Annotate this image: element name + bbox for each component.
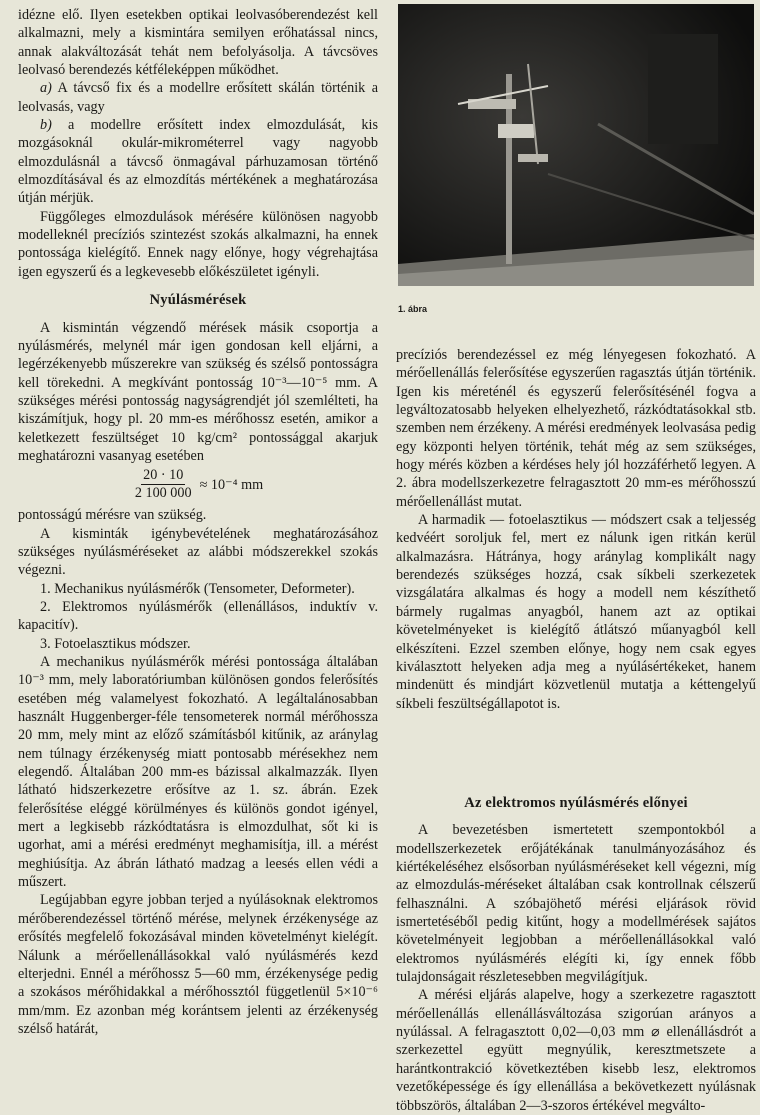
fraction xyxy=(133,467,194,502)
paragraph-text: a modellre erősített index elmozdulását, kis mozgásoknál okulár-mikrométerrel vagy nagyobb elmozdulásnál a távcső önmagával párhuzamosan történő elmozdításával és az elmozdítás mértékének a meghatározása útján mérjük. xyxy=(18,117,378,207)
fraction-numerator: 20 · 10 xyxy=(143,467,184,484)
list-marker: b) xyxy=(40,117,52,134)
paragraph-text: A távcső fix és a modellre erősített skálán történik a leolvasás, vagy xyxy=(18,80,378,115)
right-column-top xyxy=(396,346,756,713)
formula xyxy=(18,467,378,502)
paragraph: A harmadik — fotoelasztikus — módszert csak a teljesség kedvéért soroljuk fel, mert ez nálunk igen ritkán kerül alkalmazásra. Hátránya, hogy aránylag komplikált nagy berendezés szükséges hozzá, csak síkbeli szerkezetek vizsgálatára alkalmas és hogy a modell nem készíthető bármely rugalmas anyagból, hanem azt az optikai követelményeket is kielégítő átlátszó műanyagból kell elkészíteni. Ezzel szemben előnye, hogy nem csak egyes kiválasztott helyeken adja meg a nyúlásértékeket, hanem mindenütt és mindjárt közvetlenül mutatja a kéttengelyű síkbeli feszültségállapotot is. xyxy=(396,512,756,712)
paragraph xyxy=(18,79,378,116)
paragraph: A bevezetésben ismertetett szempontokból a modellszerkezetek erőjátékának tanulmányozásához és kiértékeléséhez elsősorban nyúlásméréseket kell végezni, míg az elmozdulás-méréseket általában csak kontrollnak célszerű felhasználni. A szóbajöhető mérési eljárások rövid ismertetéséből pedig kitűnt, hogy a modellmérések sajátos követelményeit legjobban a mérőellenállásokkal való elektromos nyúlásmérés elégíti ki, így ennek főbb tulajdonságait részletesebben megvilágítjuk. xyxy=(396,822,756,986)
paragraph: Legújabban egyre jobban terjed a nyúlásoknak elektromos mérőberendezéssel történő mérése, melynek érzékenysége az erősítés megfelelő fokozásával minden követelményt kielégít. Nálunk a mérőellenállásokkal való nyúlásmérés kezd elterjedni. Ennél a mérőhossz 5—60 mm, érzékenysége pedig a szokásos mérőhidakkal a mérőhossztól függetlenül 5×10⁻⁶ mm/mm. Ez azonban még korántsem jelenti az érzékenység szélső határát, xyxy=(18,892,378,1037)
paragraph: A kismintán végzendő mérések másik csoportja a nyúlásmérés, melynél már igen gondosan kell eljárni, a legérzékenyebb műszerekre van szükség és szélső pontosságra kell törekedni. A megkívánt pontosság 10⁻³—10⁻⁵ mm. A szükséges mérési pontosság nagyságrendjét jól szemlélteti, ha kiszámítjuk, hogy pl. 20 mm-es mérőhossz esetén, amikor a keletkezett feszültséget 10 kg/cm² pontossággal akarjuk meghatározni vasanyag esetében xyxy=(18,319,378,464)
paragraph xyxy=(18,116,378,208)
paragraph: A mérési eljárás alapelve, hogy a szerkezetre ragasztott mérőellenállás ellenállásváltozása szigorúan arányos a nyúlással. A felragasztott 0,02—0,03 mm ⌀ ellenállásdrót a szerkezettel együtt megnyúlik, keresztmetszete a harántkontrakció következtében kisebb lesz, elektromos vezetőképessége és így ellenállása a bekövetkezett nyúlásnak többszörös, általában 2—3-szoros értékével megválto- xyxy=(396,987,756,1114)
right-column-bottom xyxy=(396,794,756,1115)
paragraph: A kisminták igénybevételének meghatározásához szükséges nyúlásméréseket az alábbi módszerekkel szokás végezni. xyxy=(18,525,378,579)
tensometer-photo xyxy=(398,4,754,286)
list-item: 3. Fotoelasztikus módszer. xyxy=(40,635,191,652)
list-marker: a) xyxy=(40,80,52,97)
list-item: 2. Elektromos nyúlásmérők (ellenállásos, induktív v. kapacitív). xyxy=(18,598,378,634)
paragraph: idézne elő. Ilyen esetekben optikai leolvasóberendezést kell alkalmazni, mely a kismintára semilyen erőhatással nincs, annak alakváltozását tehát nem befolyásolja. A távcsöves leolvasó berendezés kétféleképpen működhet. xyxy=(18,7,378,79)
figure-photo xyxy=(398,4,754,286)
paragraph: A mechanikus nyúlásmérők mérési pontossága általában 10⁻³ mm, mely laboratóriumban különösen gondos felerősítés esetében még valamelyest fokozható. A legáltalánosabban használt Huggenberger-féle tensometerek normál mérőhossza 20 mm, mely mint az előző számításból kitűnik, az aránylag nem túlnagy érzékenység miatt pontosabb mérésekhez nem elegendő. Általában 200 mm-es bázissal alkalmazzák. Ilyen látható hidszerkezetre erősítve az 1. sz. ábrán. Ezek felerősítése eléggé körülményes és különös gondot igényel, mert a legkisebb rázkódtatásra is elmozdulhat, sőt ki is ugorhat, ami a mérési eredményt meghamisítja, ill. a mérést meghiúsítja. Az ábrán látható madzag a leesés ellen védi a műszert. xyxy=(18,654,378,891)
fraction-denominator: 2 100 000 xyxy=(134,485,192,502)
paragraph: pontosságú mérésre van szükség. xyxy=(18,507,207,524)
left-column xyxy=(18,6,378,1038)
paragraph: Függőleges elmozdulások mérésére különösen nagyobb modelleknél precíziós szintezést szokás alkalmazni, ha ennek pontossága kielégítő. Ennek nagy előnye, hogy végrehajtása igen egyszerű és a legkevesebb előkészületet igényli. xyxy=(18,208,378,280)
list-item: 1. Mechanikus nyúlásmérők (Tensometer, Deformeter). xyxy=(40,580,355,597)
section-heading: Nyúlásmérések xyxy=(149,292,247,309)
formula-result: ≈ 10⁻⁴ mm xyxy=(199,476,264,493)
paragraph: precíziós berendezéssel ez még lényegesen fokozható. A mérőellenállás felerősítése egyszerűen ragasztás útján történik. Igen kis méreténél és egyszerű felerősítésénél fogva a legváltozatosabb helyeken elhelyezhető, rázkódtatásokkal stb. szemben nem érzékeny. A mérési eredmények leolvasása pedig egy központi helyen történik, tehát még az sem szükséges, hogy mérés közben a kérdéses hely jól hozzáférhető legyen. A 2. ábra modellszerkezetre felragasztott 20 mm-es mérőhosszú mérőellenállást mutat. xyxy=(396,347,756,510)
section-heading: Az elektromos nyúlásmérés előnyei xyxy=(464,795,688,811)
figure-caption: 1. ábra xyxy=(398,304,428,314)
